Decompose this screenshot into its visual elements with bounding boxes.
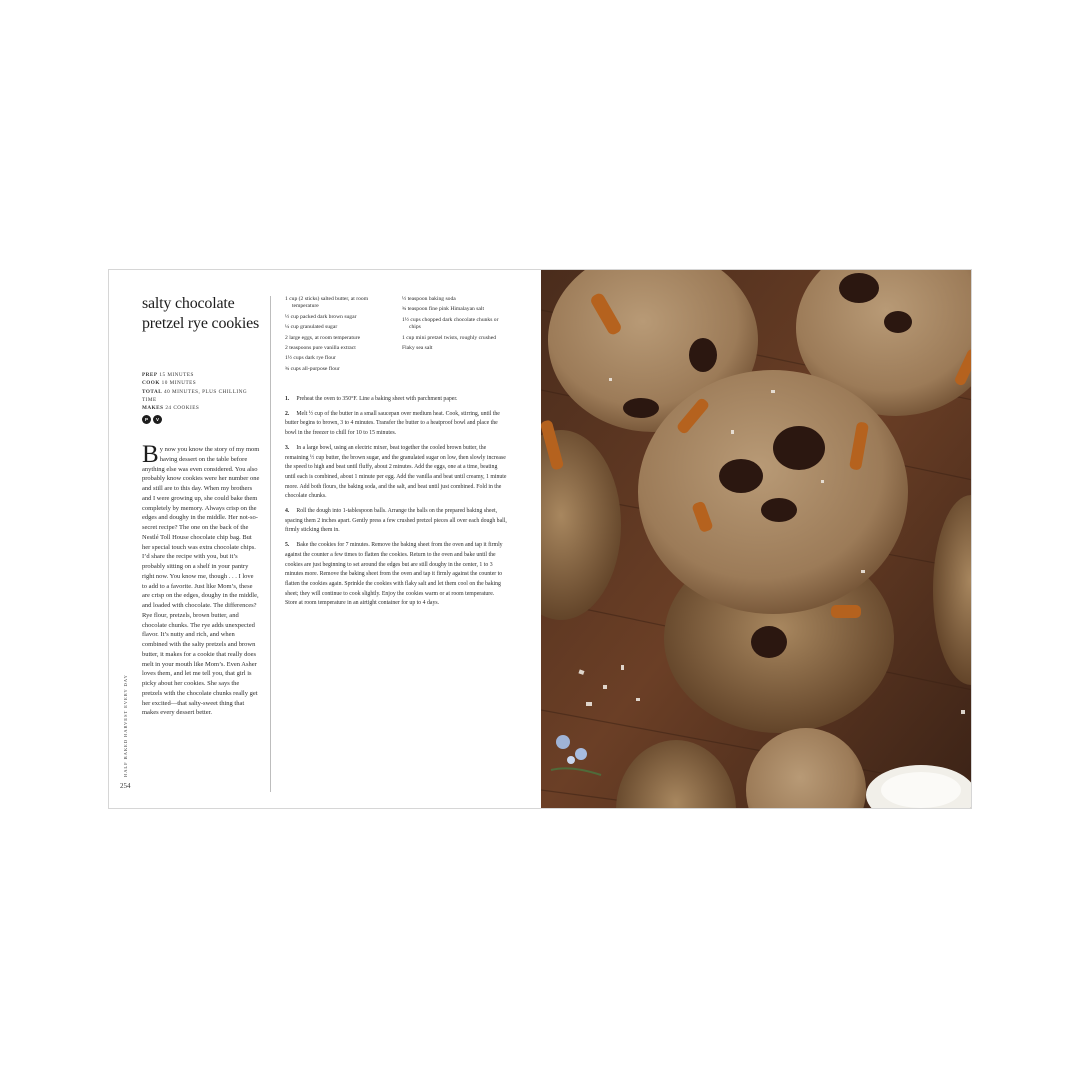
ingredient-item: ½ teaspoon baking soda	[402, 296, 456, 302]
method-steps	[285, 395, 507, 614]
step-item: 2. Melt ½ cup of the butter in a small saucepan over medium heat. Cook, stirring, until the butter begins to brown, 3 to 4 minutes. Transfer the butter to a heatproof bowl and place the bowl in the freezer to chill for 10 to 15 minutes.	[285, 410, 500, 437]
headnote-text: y now you know the story of my mom having dessert on the table before anything else was even considered. You also probably know cookies were her number one and still are to this day. When my brothers and I were growing up, she could bake them completely by memory. Always crisp on the edges and doughy in the middle. Her not-so-secret recipe? The one on the back of the Nestlé Toll House chocolate chip bag. But her special touch was extra chocolate chips. I’d share the recipe with you, but it’s probably sitting on a shelf in your pantry right now. You know me, though . . . I love to add to a favorite. Just like Mom’s, these are crisp on the edges, doughy in the middle, and loaded with chocolate. The differences? Rye flour, pretzels, brown butter, and chocolate chunks. The rye adds unexpected flavor. It’s nutty and rich, and when combined with the salty pretzels and brown butter, it makes for a cookie that really does melt in your mouth like Mom’s. Even Asher loves them, and let me tell you, that girl is picky about her cookies. She says the pretzels with the chocolate chunks really get her excited—that salty-sweet thing that makes every dessert better.	[142, 446, 260, 717]
ingredient-item: ¾ teaspoon fine pink Himalayan salt	[402, 306, 485, 313]
diet-badges	[142, 415, 162, 424]
cookie-photo	[541, 270, 972, 809]
step-item: 1. Preheat the oven to 350°F. Line a baking sheet with parchment paper.	[285, 396, 458, 402]
ingredient-item: ½ cup packed dark brown sugar	[285, 313, 357, 320]
recipe-meta	[142, 371, 260, 412]
ingredient-item: 1 cup mini pretzel twists, roughly crushed	[402, 334, 496, 341]
step-item: 3. In a large bowl, using an electric mixer, beat together the cooled brown butter, the remaining ½ cup butter, the brown sugar, and the granulated sugar on low, then slowly increase the speed to high and beat until fluffy, about 2 minutes. Add the eggs, one at a time, beating until each is combined, about 1 minute per egg. Add the vanilla and beat until creamy, 1 minute more. Add both flours, the baking soda, and the salt, and beat until just combined. Fold in the chocolate chunks.	[285, 444, 507, 500]
ingredient-item: 1½ cups chopped dark chocolate chunks or chips	[402, 316, 499, 331]
ingredient-item: 1 cup (2 sticks) salted butter, at room temperature	[285, 296, 369, 310]
ingredient-item: 2 large eggs, at room temperature	[285, 334, 361, 341]
column-divider	[270, 296, 271, 792]
step-item: 5. Bake the cookies for 7 minutes. Remove the baking sheet from the oven and tap it firmly against the counter a few times to flatten the cookies. Return to the oven and bake until the cookies are just beginning to set around the edges but are still doughy in the center, 1 to 3 minutes more. Remove the baking sheet from the oven and tap it firmly against the counter to flatten the cookies again. Sprinkle the cookies with flaky salt and let them cool on the baking sheet; they will continue to cook slightly. Enjoy the cookies warm or at room temperature. Store at room temperature in an airtight container for up to 4 days.	[285, 542, 503, 607]
drop-cap: B	[142, 441, 159, 468]
ingredients-list-left	[285, 296, 393, 376]
diet-badge: V	[153, 415, 162, 424]
ingredient-item: 2 teaspoons pure vanilla extract	[285, 345, 356, 352]
ingredient-item: Flaky sea salt	[402, 345, 433, 352]
total-time: TOTAL 40 MINUTES, PLUS CHILLING TIME	[142, 388, 248, 403]
cook-time: COOK 10 MINUTES	[142, 380, 197, 387]
ingredient-item: 1½ cups dark rye flour	[285, 355, 336, 362]
ingredient-item: ¼ cup granulated sugar	[285, 324, 338, 331]
step-item: 4. Roll the dough into 1-tablespoon balls. Arrange the balls on the prepared baking sheet, spacing them 2 inches apart. Gently press a few crushed pretzel pieces all over each dough ball, firmly sticking them in.	[285, 508, 507, 534]
recipe-page	[109, 270, 541, 809]
cookie-photo-illustration	[541, 270, 972, 809]
diet-badge: P	[142, 415, 151, 424]
book-spread	[108, 269, 972, 809]
running-head: HALF BAKED HARVEST EVERY DAY	[123, 674, 128, 777]
yield: MAKES 24 COOKIES	[142, 405, 200, 412]
prep-time: PREP 15 MINUTES	[142, 372, 194, 378]
headnote	[142, 441, 260, 718]
recipe-title: salty chocolate pretzel rye cookies	[142, 295, 260, 332]
ingredients-list-right	[402, 296, 507, 355]
ingredient-item: ¾ cups all-purpose flour	[285, 365, 340, 372]
page-number: 254	[120, 782, 131, 790]
